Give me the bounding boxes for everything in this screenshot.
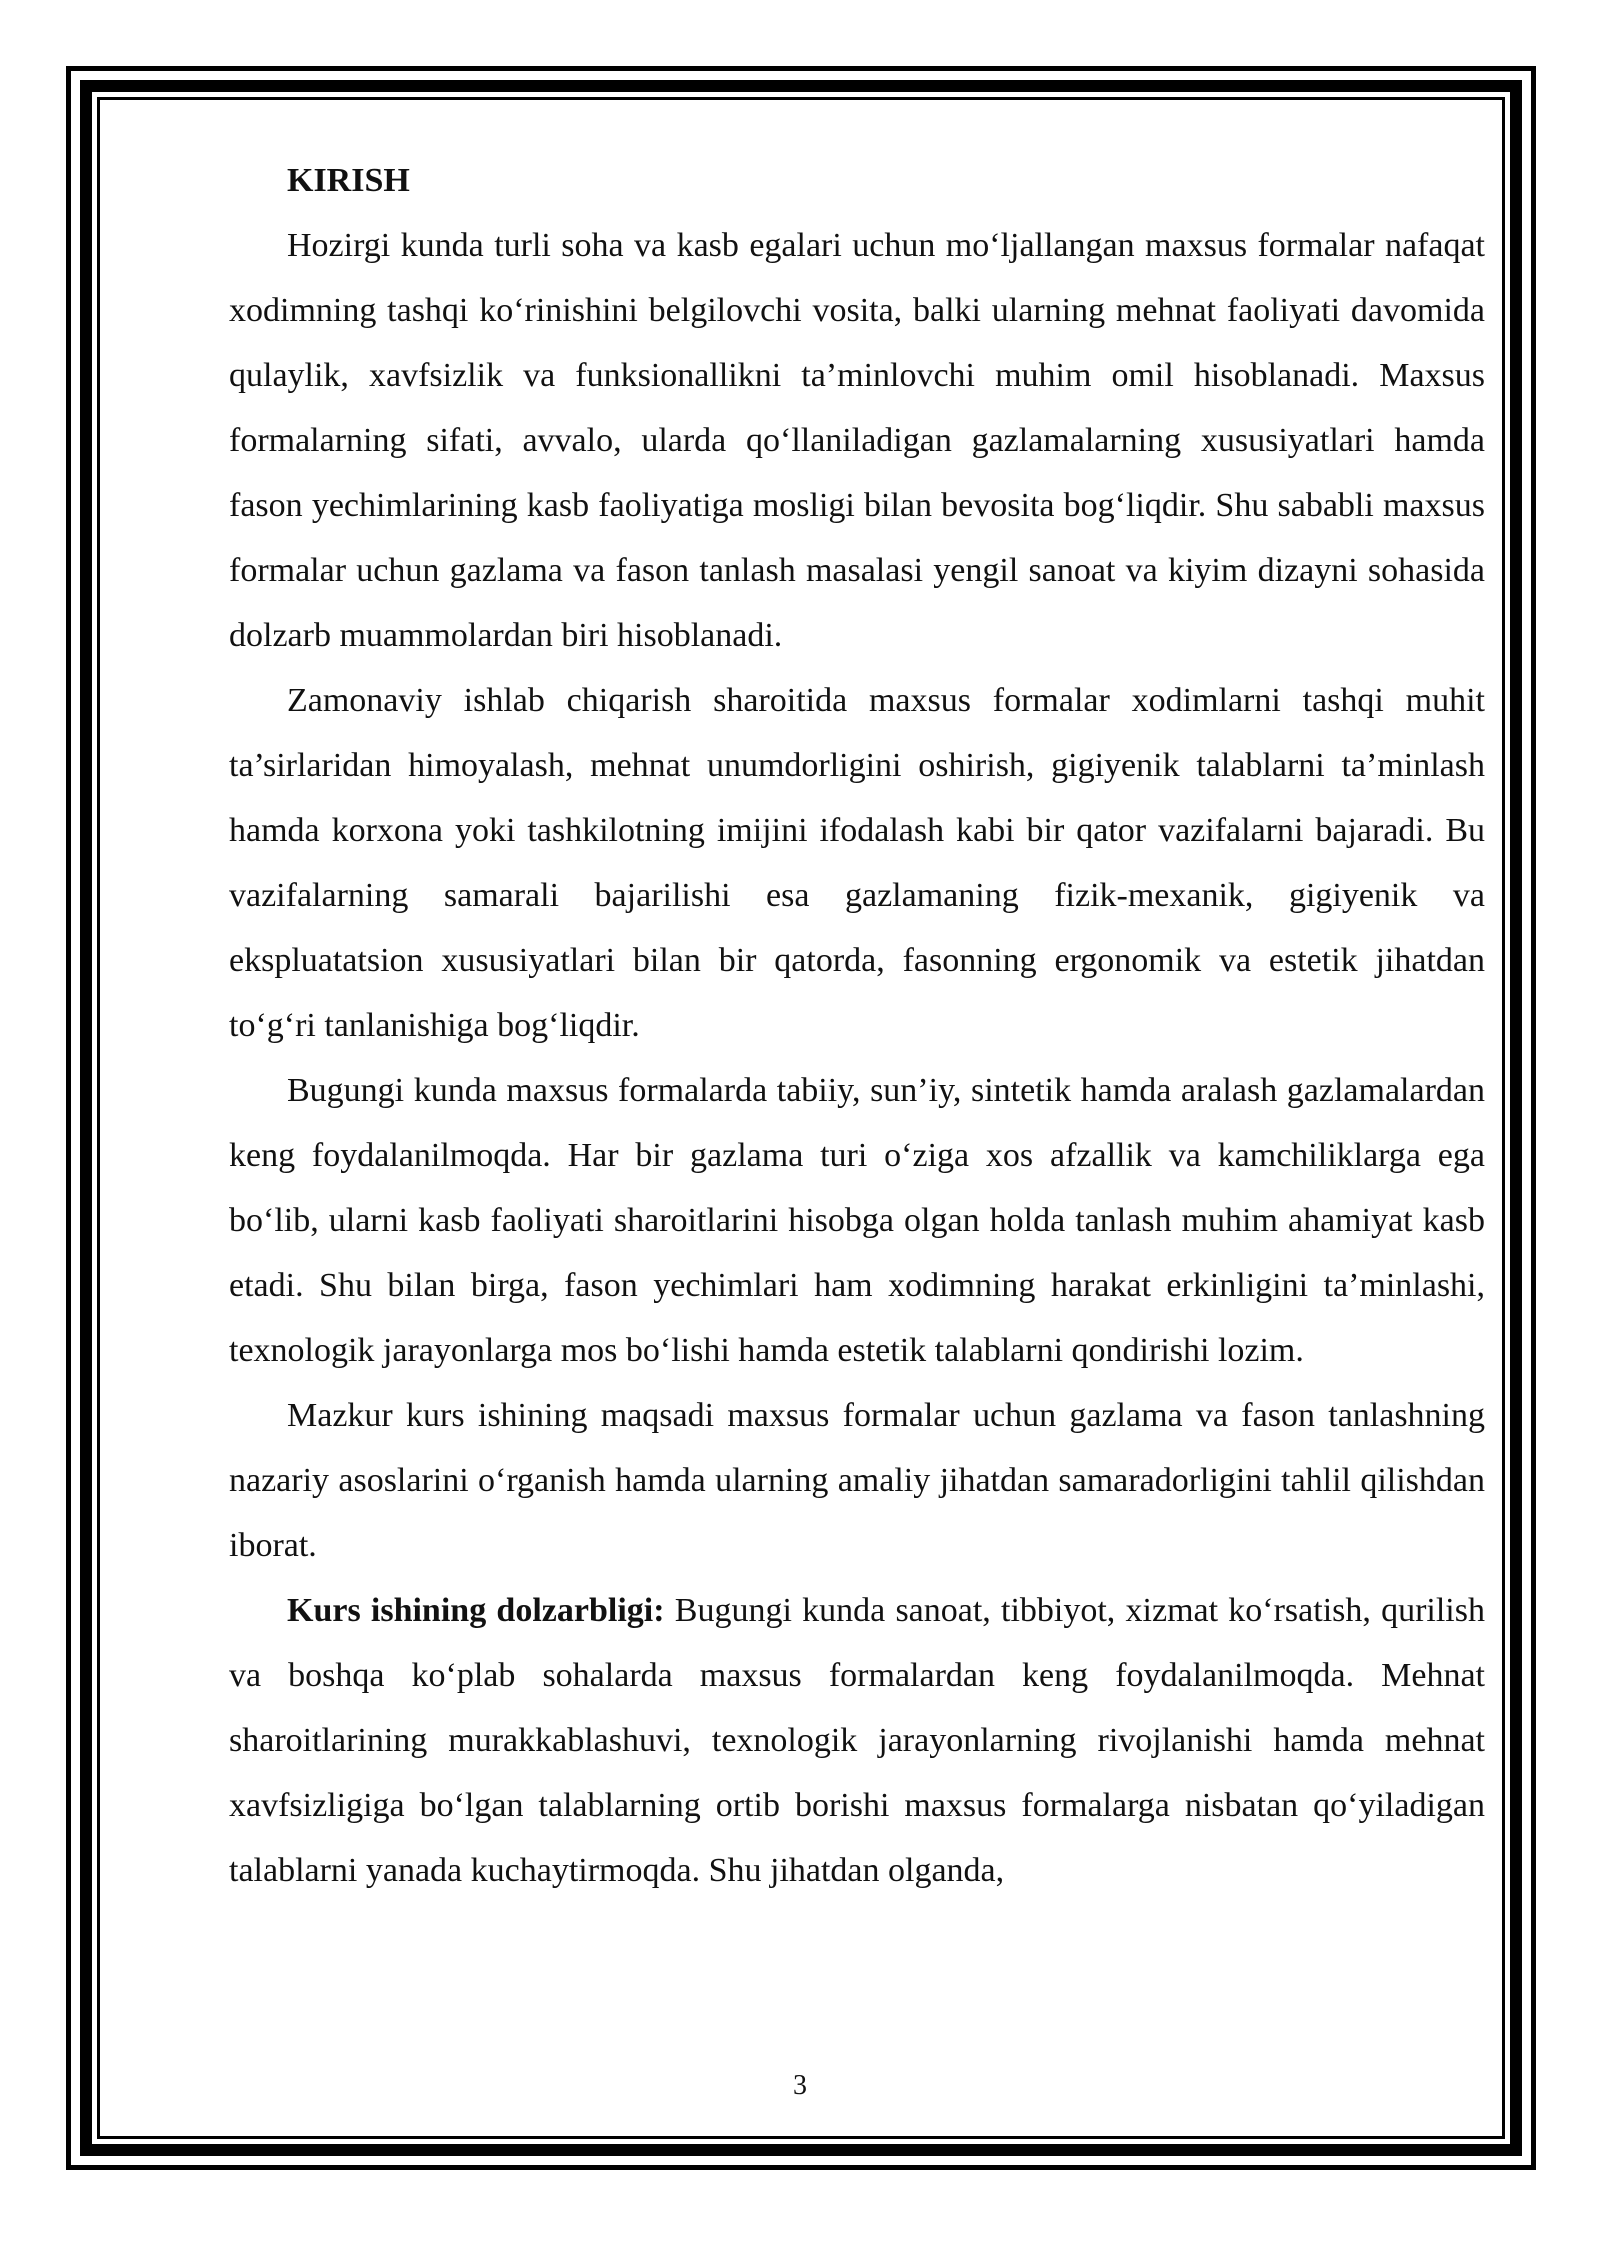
paragraph-4: Mazkur kurs ishining maqsadi maxsus formalar uchun gazlama va fason tanlashning nazariy asoslarini o‘rganish hamda ularning amaliy jihatdan samaradorligini tahlil qilishdan iborat.	[229, 1397, 1485, 1564]
paragraph-1: Hozirgi kunda turli soha va kasb egalari uchun mo‘ljallangan maxsus formalar nafaqat xodimning tashqi ko‘rinishini belgilovchi vosita, balki ularning mehnat faoliyati davomida qulaylik, xavfsizlik va funksionallikni ta’minlovchi muhim omil hisoblanadi. Maxsus formalarning sifati, avvalo, ularda qo‘llaniladigan gazlamalarning xususiyatlari hamda fason yechimlarining kasb faoliyatiga mosligi bilan bevosita bog‘liqdir. Shu sababli maxsus formalar uchun gazlama va fason tanlash masalasi yengil sanoat va kiyim dizayni sohasida dolzarb muammolardan biri hisoblanadi.	[229, 227, 1485, 654]
paragraph-3: Bugungi kunda maxsus formalarda tabiiy, sun’iy, sintetik hamda aralash gazlamalardan keng foydalanilmoqda. Har bir gazlama turi o‘ziga xos afzallik va kamchiliklarga ega bo‘lib, ularni kasb faoliyati sharoitlarini hisobga olgan holda tanlash muhim ahamiyat kasb etadi. Shu bilan birga, fason yechimlari ham xodimning harakat erkinligini ta’minlashi, texnologik jarayonlarga mos bo‘lishi hamda estetik talablarni qondirishi lozim.	[229, 1072, 1485, 1369]
paragraph-relevance	[229, 1578, 1485, 1903]
relevance-lead: Kurs ishining dolzarbligi:	[287, 1592, 665, 1629]
page-content	[229, 148, 1485, 1903]
section-heading: KIRISH	[287, 162, 410, 199]
paragraph-2: Zamonaviy ishlab chiqarish sharoitida maxsus formalar xodimlarni tashqi muhit ta’sirlaridan himoyalash, mehnat unumdorligini oshirish, gigiyenik talablarni ta’minlash hamda korxona yoki tashkilotning imijini ifodalash kabi bir qator vazifalarni bajaradi. Bu vazifalarning samarali bajarilishi esa gazlamaning fizik-mexanik, gigiyenik va ekspluatatsion xususiyatlari bilan bir qatorda, fasonning ergonomik va estetik jihatdan to‘g‘ri tanlanishiga bog‘liqdir.	[229, 682, 1485, 1044]
relevance-text: Bugungi kunda sanoat, tibbiyot, xizmat ko‘rsatish, qurilish va boshqa ko‘plab sohalarda maxsus formalardan keng foydalanilmoqda. Mehnat sharoitlarining murakkablashuvi, texnologik jarayonlarning rivojlanishi hamda mehnat xavfsizligiga bo‘lgan talablarning ortib borishi maxsus formalarga nisbatan qo‘yiladigan talablarni yanada kuchaytirmoqda. Shu jihatdan olganda,	[229, 1592, 1485, 1889]
page-number: 3	[793, 2070, 807, 2101]
